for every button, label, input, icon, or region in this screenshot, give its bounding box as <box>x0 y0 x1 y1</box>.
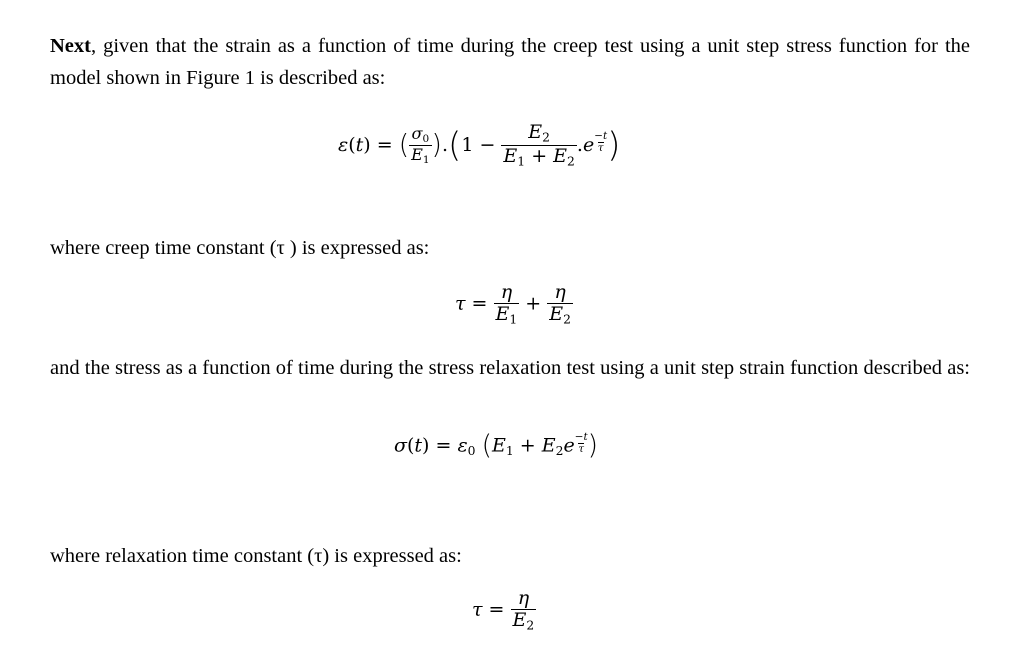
relaxation-tau-text: where relaxation time constant (τ) is expressed as: <box>50 545 462 567</box>
creep-tau-paragraph <box>50 232 970 264</box>
relaxation-paragraph <box>50 352 970 384</box>
intro-paragraph <box>50 30 970 94</box>
creep-strain-equation: ε(t) = ( $\frac{\sigma_0}{E_1}$ ).(1 − $\frac{E_2}{E_1 + E_2}$ .e $\frac{-t}{\tau}$ ) <box>338 121 621 169</box>
creep-tau-equation: τ = $\frac{\eta}{E_1}$ + $\frac{\eta}{E_2}$ <box>455 281 571 327</box>
intro-text: , given that the strain as a function of time during the creep test using a unit step stress function for the model shown in Figure 1 is described as: <box>50 35 970 89</box>
creep-tau-text: where creep time constant (τ ) is expressed as: <box>50 237 430 259</box>
relaxation-tau-paragraph <box>50 540 970 572</box>
relaxation-tau-equation: τ = $\frac{\eta}{E_2}$ <box>472 587 535 633</box>
intro-lead-word: Next <box>50 35 91 57</box>
relaxation-text: and the stress as a function of time during the stress relaxation test using a unit step strain function described as: <box>50 357 970 379</box>
relaxation-stress-equation: $\sigma(t) = \varepsilon_0$ ($E_1 + E_2e$ $\frac{-t}{\tau}$ ) <box>394 430 599 462</box>
